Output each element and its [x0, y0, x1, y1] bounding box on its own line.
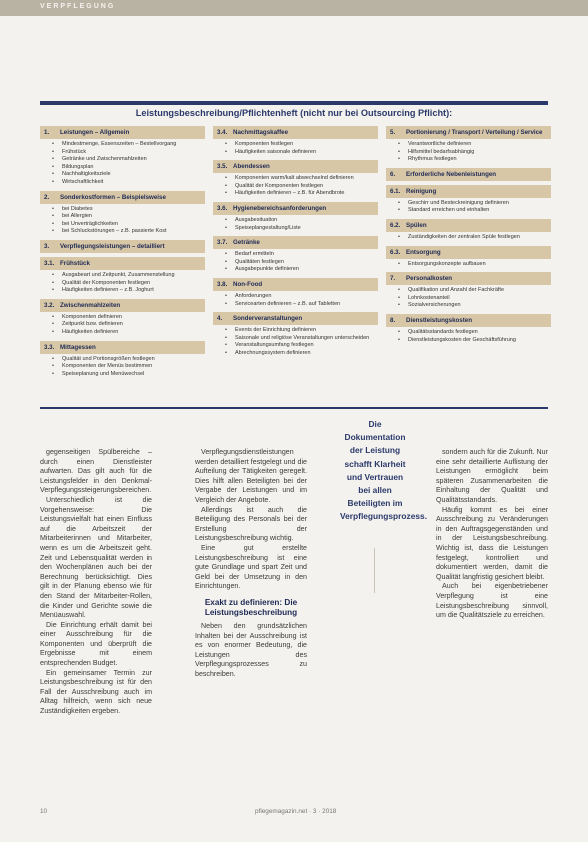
checklist-section-heading	[213, 160, 378, 173]
section-title: Leistungen – Allgemein	[60, 129, 130, 136]
section-title: Verpflegungsleistungen – detailliert	[60, 242, 165, 250]
checklist-items	[40, 206, 205, 236]
section-title: Portionierung / Transport / Verteilung / Service	[406, 129, 543, 136]
section-number: 7.	[390, 275, 396, 283]
checklist-section-heading	[386, 185, 551, 198]
article-column-2	[195, 448, 307, 679]
section-title: Zwischenmahlzeiten	[60, 301, 121, 309]
checklist-section	[213, 278, 378, 308]
checklist-item: • Hilfsmittel bedarfsabhängig	[398, 149, 551, 157]
checklist-section-heading	[213, 236, 378, 249]
section-number: 6.	[390, 170, 396, 178]
checklist-section-heading	[40, 299, 205, 312]
checklist-items	[386, 200, 551, 215]
section-number: 5.	[390, 129, 396, 136]
checklist-item: • Komponenten festlegen	[225, 141, 378, 149]
article-column-1	[40, 448, 152, 717]
checklist-section	[213, 312, 378, 357]
box-column-1	[40, 126, 205, 382]
checklist-section-heading	[40, 257, 205, 270]
section-title: Dienstleistungskosten	[406, 316, 473, 324]
checklist-section-heading	[213, 312, 378, 325]
checklist-section	[386, 126, 551, 164]
checklist-item: • bei Schluckstörungen – z.B. passierte Kost	[52, 228, 205, 236]
article-paragraph: gegenseitigen Spülbereiche – durch einen Dienstleister aufwarten. Das gilt auch für die Leistungsfelder in den Denkmal-Verpflegungssteigerungsbereichen.	[40, 448, 152, 495]
checklist-item: • Speiseplangestaltung/Liste	[225, 225, 378, 233]
checklist-item: • Abrechnungssystem definieren	[225, 350, 378, 358]
checklist-item: • Qualität der Komponenten festlegen	[225, 183, 378, 191]
checklist-section-heading	[386, 272, 551, 285]
article-paragraph: Häufig kommt es bei einer Ausschreibung zu Veränderungen in den Auftragsgegenständen und in der Leistungsbeschreibung. Wichtig ist, dass die Leistungen festgelegt, kontrolliert und dokumentiert werden, damit die Qualität langfristig gesichert bleibt.	[436, 505, 548, 581]
section-number: 3.4.	[217, 129, 228, 136]
checklist-items	[40, 141, 205, 187]
section-title: Entsorgung	[406, 248, 441, 256]
checklist-items	[213, 251, 378, 274]
checklist-item: • Verantwortliche definieren	[398, 141, 551, 149]
checklist-section-heading	[386, 126, 551, 139]
checklist-section	[40, 257, 205, 295]
article-subheading: Exakt zu definieren: Die Leistungsbeschreibung	[204, 597, 298, 617]
checklist-item: • Dienstleistungskosten der Geschäftsführung	[398, 337, 551, 345]
section-number: 3.3.	[44, 343, 55, 351]
section-title: Reinigung	[406, 187, 437, 195]
checklist-item: • Anforderungen	[225, 293, 378, 301]
checklist-items	[213, 327, 378, 357]
checklist-section-heading	[386, 219, 551, 232]
checklist-item: • Standard erreichen und einhalten	[398, 207, 551, 215]
section-title: Sonderkostformen – Beispielsweise	[60, 193, 166, 201]
section-number: 3.2.	[44, 301, 55, 309]
article-paragraph: sondern auch für die Zukunft. Nur eine sehr detaillierte Auflistung der Leistungen ermöglicht beim späteren Zusammenarbeiten die Einhaltung der Qualität und Qualitätsstandards.	[436, 448, 548, 504]
checklist-section	[386, 168, 551, 181]
section-number: 6.3.	[390, 248, 401, 256]
checklist-item: • Bildungsplan	[52, 164, 205, 172]
checklist-items	[40, 272, 205, 295]
section-title: Abendessen	[233, 163, 270, 171]
article-paragraph: Ein gemeinsamer Termin zur Leistungsbeschreibung ist für den Fall der Ausschreibung auch im Alltag hilfreich, wenn sich neue Zuständigkeiten ergeben.	[40, 668, 152, 716]
checklist-item: • Ausgabesituation	[225, 217, 378, 225]
article-paragraph: Unterschiedlich ist die Vorgehensweise: Die Leistungsvielfalt hat einen Einfluss auf die Arbeitszeit der Mitarbeiterinnen und Mitarbeiter, wenn es um die Arbeitszeit geht. Zeit und Lebensqualität werden in den Wochenplänen auch bei der Berechnung berücksichtigt. Dies gilt in der Planung ebenso wie für den Stand der Mitarbeiter-Rollen, die Kinder und Gerichte sowie die Menüauswahl.	[40, 495, 152, 620]
article-paragraph: Auch bei eigenbetriebener Verpflegung ist eine Leistungsbeschreibung sinnvoll, um die Qualitätsziele zu erreichen.	[436, 582, 548, 620]
section-number: 6.1.	[390, 187, 401, 195]
checklist-item: • Ausgabepunkte definieren	[225, 266, 378, 274]
checklist-item: • Geschirr und Besteckreinigung definieren	[398, 200, 551, 208]
pull-quote: Die Dokumentation der Leistung schafft Klarheit und Vertrauen bei allen Beteiligten im Verpflegungsprozess.	[340, 419, 428, 522]
section-number: 3.5.	[217, 163, 228, 171]
section-number: 8.	[390, 316, 396, 324]
section-header-bar	[0, 0, 588, 16]
checklist-item: • Komponenten der Menüs bestimmen	[52, 363, 205, 371]
checklist-section	[213, 236, 378, 274]
magazine-footer: pflegemagazin.net · 3 · 2018	[255, 808, 337, 815]
checklist-item: • Qualität der Komponenten festlegen	[52, 280, 205, 288]
section-title: Personalkosten	[406, 275, 453, 283]
checklist-items	[386, 329, 551, 344]
checklist-section-heading	[213, 202, 378, 215]
checklist-item: • Qualität und Portionsgrößen festlegen	[52, 356, 205, 364]
checklist-items	[213, 141, 378, 156]
checklist-items	[213, 175, 378, 198]
checklist-items	[40, 314, 205, 337]
section-title: Mittagessen	[60, 343, 96, 351]
checklist-item: • Speiseplanung und Menüwechsel	[52, 371, 205, 379]
checklist-item: • Rhythmus festlegen	[398, 156, 551, 164]
checklist-item: • Qualitätsstandards festlegen	[398, 329, 551, 337]
checklist-items	[386, 261, 551, 269]
checklist-section	[40, 240, 205, 253]
section-number: 4.	[217, 315, 223, 323]
section-title: Getränke	[233, 239, 260, 247]
checklist-section	[40, 299, 205, 337]
checklist-item: • bei Allergien	[52, 213, 205, 221]
checklist-section-heading	[213, 278, 378, 291]
section-number: 3.8.	[217, 280, 228, 288]
checklist-section-heading	[386, 168, 551, 181]
checklist-item: • Veranstaltungsumfang festlegen	[225, 342, 378, 350]
checklist-section-heading	[40, 191, 205, 204]
section-number: 3.	[44, 242, 50, 250]
section-number: 3.1.	[44, 259, 55, 267]
checklist-items	[213, 217, 378, 232]
checklist-section	[213, 126, 378, 156]
checklist-item: • Ausgabeart und Zeitpunkt, Zusammenstellung	[52, 272, 205, 280]
checklist-item: • Komponenten definieren	[52, 314, 205, 322]
checklist-item: • Häufigkeiten definieren	[52, 329, 205, 337]
article-paragraph: Eine gut erstellte Leistungsbeschreibung ist eine gute Grundlage und spart Zeit und Geld bei der Umsetzung in den Einrichtungen.	[195, 543, 307, 591]
section-title: Erforderliche Nebenleistungen	[406, 170, 497, 178]
section-title: Hygienebereichsanforderungen	[233, 204, 327, 212]
checklist-item: • bei Unverträglichkeiten	[52, 221, 205, 229]
article-paragraph: Die Einrichtung erhält damit bei einer Ausschreibung für die Komponenten und überprüft die Ergebnisse mit einem entsprechenden Budget.	[40, 620, 152, 668]
checklist-items	[386, 234, 551, 242]
checklist-section	[386, 314, 551, 344]
checklist-items	[386, 141, 551, 164]
checklist-item: • Lohnkostenanteil	[398, 295, 551, 303]
checklist-item: • Wirtschaftlichkeit	[52, 179, 205, 187]
section-title: Non-Food	[233, 280, 263, 288]
checklist-section	[386, 219, 551, 242]
checklist-item: • Häufigkeiten definieren – z.B. für Abendbrote	[225, 190, 378, 198]
checklist-item: • Häufigkeiten saisonale definieren	[225, 149, 378, 157]
section-title: Nachmittagskaffee	[233, 129, 289, 136]
pull-quote-divider	[374, 548, 375, 593]
section-number: 6.2.	[390, 221, 401, 229]
checklist-item: • Bedarf ermitteln	[225, 251, 378, 259]
checklist-item: • Frühstück	[52, 149, 205, 157]
article-paragraph: Allerdings ist auch die Beteiligung des Personals bei der Erstellung der Leistungsbeschreibung wichtig.	[195, 505, 307, 543]
checklist-items	[213, 293, 378, 308]
section-title: Frühstück	[60, 259, 90, 267]
article-paragraph: Verpflegungsdienstleistungen werden detailliert festgelegt und die Aufteilung der Tätigkeiten geregelt. Dies hilft allen Beteiligten bei der Vergabe der Leistungen und im Vergleich der Angebote.	[195, 448, 307, 504]
section-number: 3.7.	[217, 239, 228, 247]
checklist-item: • Qualitäten festlegen	[225, 259, 378, 267]
checklist-item: • Qualifikation und Anzahl der Fachkräfte	[398, 287, 551, 295]
checklist-item: • Häufigkeiten definieren – z.B. Joghurt	[52, 287, 205, 295]
box-column-3	[386, 126, 551, 348]
checklist-section	[213, 160, 378, 198]
checklist-section	[386, 246, 551, 269]
checklist-section	[213, 202, 378, 232]
box-top-rule	[40, 101, 548, 105]
checklist-item: • Getränke und Zwischenmahlzeiten	[52, 156, 205, 164]
checklist-section-heading	[386, 246, 551, 259]
page-number: 10	[40, 808, 48, 815]
checklist-section-heading	[40, 126, 205, 139]
checklist-item: • Komponenten warm/kalt abwechselnd definieren	[225, 175, 378, 183]
box-title: Leistungsbeschreibung/Pflichtenheft (nicht nur bei Outsourcing Pflicht):	[135, 108, 453, 118]
checklist-item: • Servicearten definieren – z.B. auf Tabletten	[225, 301, 378, 309]
checklist-section-heading	[40, 341, 205, 354]
checklist-section	[40, 191, 205, 236]
section-title: Spülen	[406, 221, 427, 229]
checklist-section-heading	[386, 314, 551, 327]
checklist-items	[386, 287, 551, 310]
checklist-item: • Zuständigkeiten der zentralen Spüle festlegen	[398, 234, 551, 242]
checklist-item: • Mindestmenge, Essenszeiten – Bestellvorgang	[52, 141, 205, 149]
section-number: 2.	[44, 193, 50, 201]
section-number: 3.6.	[217, 204, 228, 212]
checklist-section	[386, 272, 551, 310]
checklist-item: • Nachhaltigkeitsziele	[52, 171, 205, 179]
checklist-item: • Entsorgungskonzepte aufbauen	[398, 261, 551, 269]
box-bottom-rule	[40, 407, 548, 409]
checklist-section	[386, 185, 551, 215]
checklist-item: • Saisonale und religiöse Veranstaltungen unterscheiden	[225, 335, 378, 343]
checklist-section-heading	[40, 240, 205, 253]
checklist-item: • Events der Einrichtung definieren	[225, 327, 378, 335]
box-column-2	[213, 126, 378, 362]
checklist-item: • bei Diabetes	[52, 206, 205, 214]
checklist-section	[40, 126, 205, 187]
section-title: Sonderveranstaltungen	[233, 315, 303, 323]
article-column-3	[436, 448, 548, 621]
checklist-section	[40, 341, 205, 379]
section-label: VERPFLEGUNG	[40, 3, 116, 10]
checklist-item: • Sozialversicherungen	[398, 302, 551, 310]
section-number: 1.	[44, 129, 50, 136]
article-paragraph: Neben den grundsätzlichen Inhalten bei der Ausschreibung ist es von enormer Bedeutung, die Leistungen des Verpflegungsprozesses zu beschreiben.	[195, 621, 307, 678]
checklist-section-heading	[213, 126, 378, 139]
checklist-item: • Zeitpunkt bzw. definieren	[52, 321, 205, 329]
checklist-items	[40, 356, 205, 379]
